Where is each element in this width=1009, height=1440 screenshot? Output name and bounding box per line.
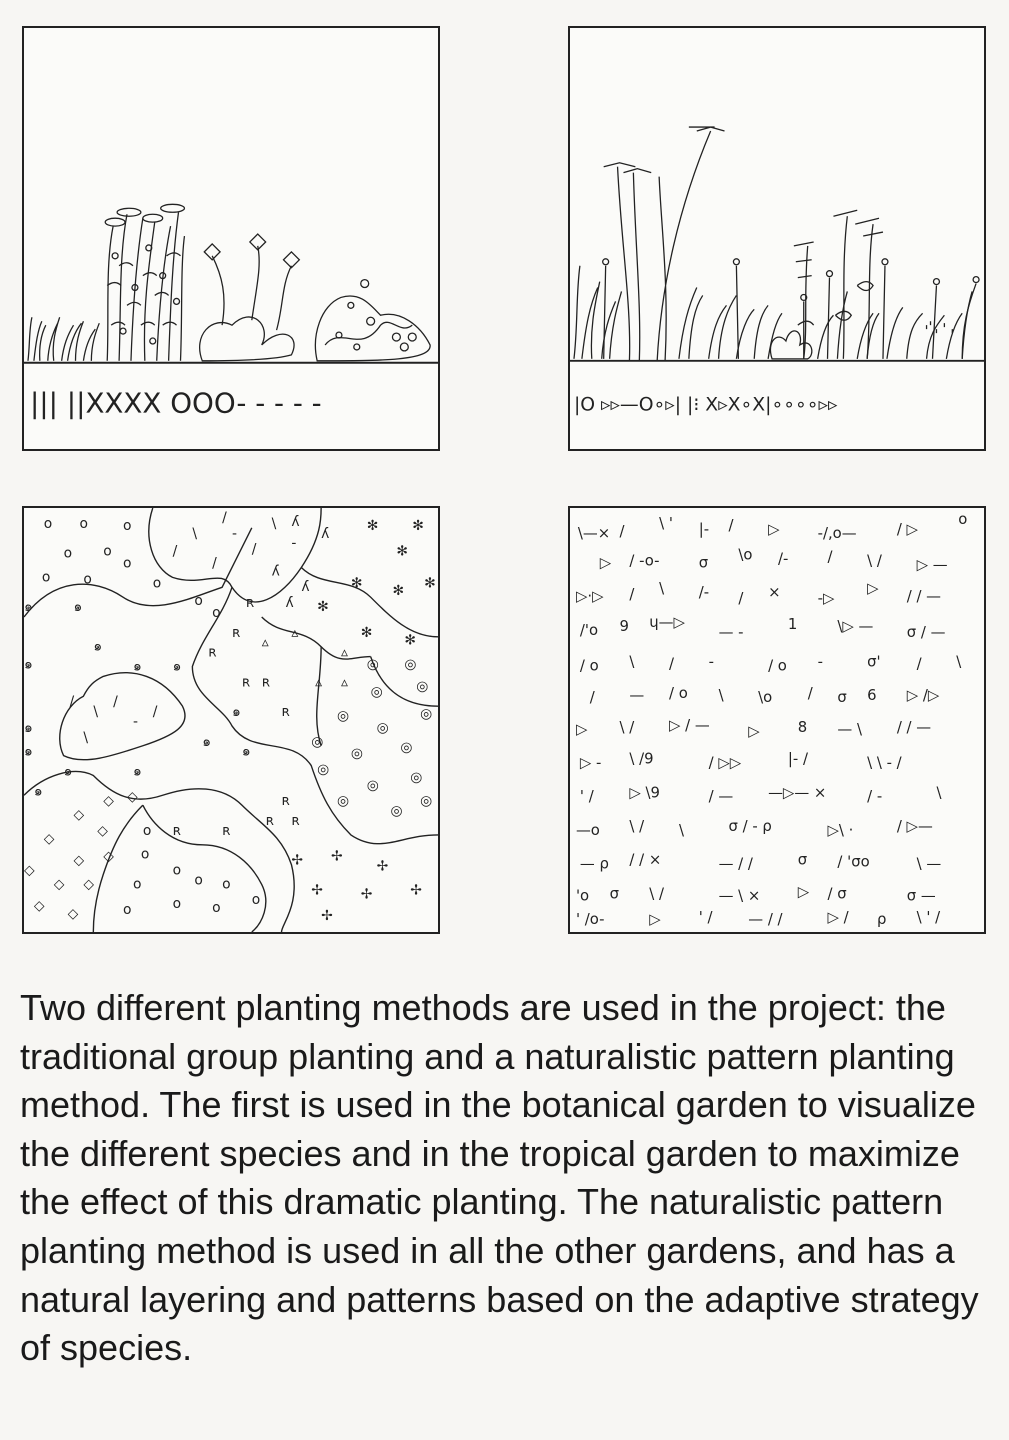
svg-text:๑: ๑	[172, 658, 182, 675]
svg-text:/ σ: / σ	[827, 884, 847, 903]
svg-text:๑: ๑	[24, 719, 33, 736]
svg-text:9: 9	[619, 616, 629, 635]
svg-text:-: -	[291, 535, 297, 552]
svg-text:σ —: σ —	[906, 886, 936, 905]
svg-text:◇: ◇	[103, 848, 114, 865]
svg-text:✻: ✻	[360, 624, 373, 641]
svg-text:๑: ๑	[132, 763, 142, 780]
svg-text:\▷ —: \▷ —	[837, 616, 874, 635]
svg-text:\: \	[83, 729, 89, 746]
svg-text:o: o	[63, 545, 73, 562]
svg-text:|-: |-	[698, 519, 710, 538]
svg-text:/: /	[212, 555, 217, 572]
svg-text:/: /	[728, 515, 734, 534]
svg-text:◎: ◎	[404, 656, 417, 673]
svg-text:' /: ' /	[698, 908, 713, 927]
svg-text:— \: — \	[837, 719, 862, 738]
naturalistic-planting-elevation-drawing	[570, 28, 984, 449]
svg-text:\o: \o	[758, 688, 773, 707]
svg-text:▷: ▷	[599, 553, 612, 572]
svg-text:\: \	[271, 515, 277, 532]
svg-text:ρ: ρ	[877, 910, 887, 929]
svg-text:1: 1	[787, 614, 798, 633]
svg-text:๑: ๑	[132, 658, 142, 675]
svg-text:/: /	[251, 541, 257, 558]
svg-text:ʀ: ʀ	[172, 822, 181, 839]
svg-text:▷: ▷	[768, 519, 780, 538]
svg-text:' /o-: ' /o-	[575, 910, 605, 929]
svg-text:o: o	[43, 515, 53, 532]
svg-text:o: o	[123, 902, 132, 919]
svg-text:/: /	[172, 543, 178, 560]
svg-text:/ o: / o	[579, 656, 599, 675]
svg-text:\: \	[93, 704, 99, 721]
svg-text:▵: ▵	[340, 644, 348, 661]
svg-text:✢: ✢	[311, 882, 323, 899]
svg-text:/: /	[916, 654, 922, 673]
svg-text:/-: /-	[698, 583, 710, 602]
svg-text:ʎ: ʎ	[271, 563, 280, 580]
svg-text:ʎ: ʎ	[301, 579, 310, 596]
svg-text:/ 'σo: / 'σo	[837, 852, 870, 871]
svg-text:6: 6	[867, 686, 877, 705]
svg-text:/ / ×: / / ×	[629, 850, 662, 869]
svg-text:'o: 'o	[575, 886, 590, 905]
svg-text:✢: ✢	[360, 886, 373, 903]
svg-text:o: o	[172, 896, 182, 913]
svg-text:\: \	[659, 579, 665, 598]
svg-text:' /: ' /	[579, 787, 594, 806]
svg-text:\ /: \ /	[629, 816, 645, 835]
svg-text:\: \	[192, 525, 198, 542]
svg-text:◇: ◇	[103, 793, 114, 810]
svg-text:-/,o—: -/,o—	[817, 523, 857, 542]
svg-text:✻: ✻	[412, 517, 424, 534]
svg-text:o: o	[41, 569, 51, 586]
svg-text:ʀ: ʀ	[245, 595, 255, 612]
svg-text:◇: ◇	[24, 862, 35, 879]
svg-text:◇: ◇	[97, 822, 108, 839]
svg-text:๑: ๑	[63, 763, 73, 780]
svg-text:/: /	[113, 694, 118, 711]
svg-text:◎: ◎	[370, 684, 383, 701]
svg-text:ʀ: ʀ	[265, 812, 275, 829]
svg-text:◇: ◇	[53, 876, 65, 893]
svg-text:\ /9: \ /9	[629, 749, 654, 768]
svg-text:—▷— ×: —▷— ×	[768, 783, 827, 802]
svg-text:▵: ▵	[315, 674, 323, 691]
svg-text:✢: ✢	[376, 858, 389, 875]
svg-text:ʀ: ʀ	[281, 704, 290, 721]
svg-text:/ —: / —	[708, 787, 734, 806]
svg-text:๑: ๑	[24, 599, 33, 616]
svg-text:▷·▷: ▷·▷	[575, 587, 604, 606]
svg-text:/ o: / o	[669, 684, 688, 703]
svg-text:๑: ๑	[241, 743, 251, 760]
svg-text:o: o	[194, 872, 203, 889]
svg-text:✻: ✻	[404, 632, 416, 649]
svg-text:✢: ✢	[331, 848, 343, 865]
svg-text:/: /	[69, 694, 75, 711]
svg-text:o: o	[172, 862, 182, 879]
svg-text:\ —: \ —	[916, 854, 942, 873]
svg-text:▷ /: ▷ /	[827, 908, 849, 927]
svg-text:◇: ◇	[67, 906, 79, 923]
svg-text:▷ /▷: ▷ /▷	[906, 686, 940, 705]
svg-text:/'o: /'o	[579, 620, 599, 639]
svg-text:◎: ◎	[311, 733, 324, 750]
svg-text:๑: ๑	[231, 704, 241, 721]
svg-text:▷: ▷	[649, 910, 661, 929]
svg-text:▷: ▷	[867, 579, 879, 598]
svg-text:\—×: \—×	[577, 523, 611, 542]
svg-text:o: o	[194, 593, 203, 610]
group-planting-elevation	[22, 26, 440, 451]
svg-text:σ: σ	[797, 850, 808, 869]
svg-text:✻: ✻	[366, 517, 379, 534]
svg-text:◎: ◎	[400, 739, 413, 756]
svg-text:/ o: / o	[768, 656, 787, 675]
svg-text:σ': σ'	[867, 652, 881, 671]
svg-text:\: \	[629, 652, 635, 671]
svg-text:๑: ๑	[33, 783, 43, 800]
svg-text:▷ -: ▷ -	[579, 753, 602, 772]
svg-text:\ /: \ /	[867, 551, 882, 570]
svg-text:๑: ๑	[93, 638, 103, 655]
svg-text:/ ▷—: / ▷—	[896, 816, 933, 835]
svg-text:ʀ: ʀ	[222, 822, 231, 839]
svg-text:▷\ ·: ▷\ ·	[827, 820, 854, 839]
svg-text:/: /	[222, 509, 227, 526]
svg-text:◎: ◎	[390, 803, 403, 820]
svg-text:/: /	[827, 547, 833, 566]
svg-text:▵: ▵	[261, 634, 269, 651]
svg-text:◇: ◇	[33, 898, 45, 915]
svg-text:◎: ◎	[336, 708, 350, 724]
group-planting-elevation-drawing	[24, 28, 438, 449]
svg-text:▷: ▷	[575, 719, 588, 738]
svg-text:▷ \9: ▷ \9	[629, 783, 661, 802]
naturalistic-planting-elevation	[568, 26, 986, 451]
svg-text:✢: ✢	[321, 908, 333, 925]
svg-text:ʎ: ʎ	[321, 525, 330, 542]
svg-text:ʀ: ʀ	[291, 812, 300, 829]
svg-text:ʀ: ʀ	[261, 674, 271, 691]
svg-text:◇: ◇	[127, 789, 138, 806]
svg-text:\ /: \ /	[649, 884, 664, 903]
svg-text:o: o	[83, 571, 92, 588]
svg-text:\: \	[718, 686, 724, 705]
svg-text:σ: σ	[837, 688, 847, 707]
svg-text:×: ×	[768, 583, 781, 602]
svg-text:\: \	[678, 820, 684, 839]
svg-text:\ ': \ '	[659, 513, 673, 532]
svg-text:ʀ: ʀ	[281, 793, 290, 810]
svg-text:/-: /-	[777, 549, 789, 568]
svg-text:▷: ▷	[797, 882, 810, 901]
svg-text:✻: ✻	[392, 583, 405, 600]
svg-text:-: -	[231, 525, 238, 542]
svg-text:✢: ✢	[410, 882, 422, 899]
svg-text:o: o	[212, 604, 221, 621]
svg-text:-: -	[132, 713, 138, 730]
svg-text:/ -: / -	[867, 787, 883, 806]
svg-text:ʎ: ʎ	[285, 595, 294, 612]
svg-text:/: /	[152, 704, 158, 721]
svg-text:/ ▷▷: / ▷▷	[708, 753, 742, 772]
svg-text:σ: σ	[698, 553, 709, 572]
svg-text:✻: ✻	[317, 599, 329, 616]
naturalistic-planting-plan	[568, 506, 986, 934]
svg-text:— / /: — / /	[748, 910, 783, 929]
naturalistic-planting-plan-drawing	[570, 508, 984, 932]
svg-text:✻: ✻	[396, 543, 409, 560]
svg-text:๑: ๑	[202, 733, 212, 750]
svg-text:▷ —: ▷ —	[916, 555, 948, 574]
svg-text:๑: ๑	[24, 743, 33, 760]
svg-text:—o: —o	[575, 820, 600, 839]
svg-text:σ / - ρ: σ / - ρ	[728, 816, 772, 835]
svg-text:— \ ×: — \ ×	[718, 886, 761, 905]
svg-text:o: o	[251, 892, 261, 909]
svg-text:◎: ◎	[416, 678, 429, 695]
group-legend: ||| ||XXXX OOO- - - - -	[29, 386, 322, 420]
svg-text:o: o	[212, 900, 221, 917]
svg-text:o: o	[140, 846, 150, 863]
svg-text:o: o	[123, 555, 132, 572]
svg-text:o: o	[103, 543, 112, 560]
svg-text:◎: ◎	[350, 745, 363, 762]
svg-text:-▷: -▷	[817, 589, 835, 608]
svg-text:◎: ◎	[410, 769, 423, 786]
svg-text:/ / —: / / —	[906, 587, 942, 606]
svg-text:8: 8	[797, 717, 808, 736]
svg-text:o: o	[79, 515, 88, 532]
svg-text:o: o	[132, 876, 142, 893]
svg-text:—: —	[629, 686, 645, 705]
svg-text:o: o	[123, 517, 132, 534]
svg-text:o: o	[152, 575, 162, 592]
svg-text:\o: \o	[738, 545, 753, 564]
svg-text:o: o	[142, 822, 152, 839]
svg-text:\: \	[956, 652, 962, 671]
svg-text:ʎ: ʎ	[291, 513, 300, 530]
svg-text:ʀ: ʀ	[241, 674, 251, 691]
svg-text:o: o	[958, 509, 968, 528]
svg-text:σ / —: σ / —	[906, 622, 946, 641]
svg-text:◎: ◎	[376, 719, 389, 736]
svg-text:\ /: \ /	[619, 717, 635, 736]
svg-text:▵: ▵	[291, 624, 299, 641]
svg-text:/: /	[807, 684, 813, 703]
svg-text:◇: ◇	[73, 807, 85, 824]
svg-text:/ -o-: / -o-	[629, 551, 660, 570]
svg-text:— ρ: — ρ	[579, 854, 609, 873]
svg-text:◎: ◎	[366, 656, 379, 673]
svg-text:-: -	[817, 652, 823, 671]
svg-text:— / /: — / /	[718, 854, 753, 873]
svg-text:/ ▷: / ▷	[896, 519, 918, 538]
svg-text:◎: ◎	[420, 706, 433, 723]
svg-text:▷ / —: ▷ / —	[669, 715, 710, 734]
svg-text:/: /	[619, 521, 625, 540]
svg-text:ʀ: ʀ	[208, 644, 217, 661]
svg-text:-: -	[708, 652, 715, 671]
svg-text:/ / —: / / —	[896, 717, 932, 736]
svg-text:/: /	[738, 589, 744, 608]
svg-text:๑: ๑	[73, 599, 83, 616]
svg-text:▵: ▵	[340, 674, 348, 691]
svg-text:/: /	[669, 654, 675, 673]
svg-text:◎: ◎	[420, 793, 433, 810]
svg-text:▷: ▷	[748, 721, 760, 740]
svg-text:◎: ◎	[336, 793, 350, 810]
naturalistic-legend: |O ▹▹—O∘▹| |⁝ X▹X∘X|∘∘∘∘▹▹	[573, 394, 838, 416]
svg-text:\ ' /: \ ' /	[916, 908, 941, 927]
svg-text:/: /	[629, 585, 635, 604]
svg-text:— -: — -	[718, 622, 744, 641]
svg-text:o: o	[222, 876, 231, 893]
svg-text:◇: ◇	[83, 876, 95, 893]
svg-text:✻: ✻	[424, 575, 436, 592]
svg-text:/: /	[589, 688, 595, 707]
svg-text:ʀ: ʀ	[231, 624, 241, 641]
caption: Two different planting methods are used in the project: the traditional group planting and a naturalistic pattern planting method. The first is used in the botanical garden to visualize the different species and in the tropical garden to maximize the effect of this dramatic planting. The naturalistic pattern planting method is used in all the other gardens, and has a natural layering and patterns based on the adaptive strategy of species.	[20, 987, 979, 1369]
svg-text:◎: ◎	[366, 777, 379, 794]
svg-text:|- /: |- /	[787, 749, 808, 768]
svg-text:◎: ◎	[317, 761, 330, 778]
svg-text:๑: ๑	[24, 656, 33, 673]
group-planting-plan-drawing	[24, 508, 438, 932]
svg-text:σ: σ	[609, 884, 620, 903]
svg-text:◇: ◇	[43, 830, 55, 847]
svg-text:✢: ✢	[291, 852, 304, 869]
svg-text:\: \	[936, 783, 942, 802]
svg-text:ɥ—▷: ɥ—▷	[649, 612, 685, 631]
svg-text:\ \ - /: \ \ - /	[867, 753, 902, 772]
svg-text:✻: ✻	[350, 575, 363, 592]
svg-text:◇: ◇	[73, 852, 85, 869]
group-planting-plan	[22, 506, 440, 934]
